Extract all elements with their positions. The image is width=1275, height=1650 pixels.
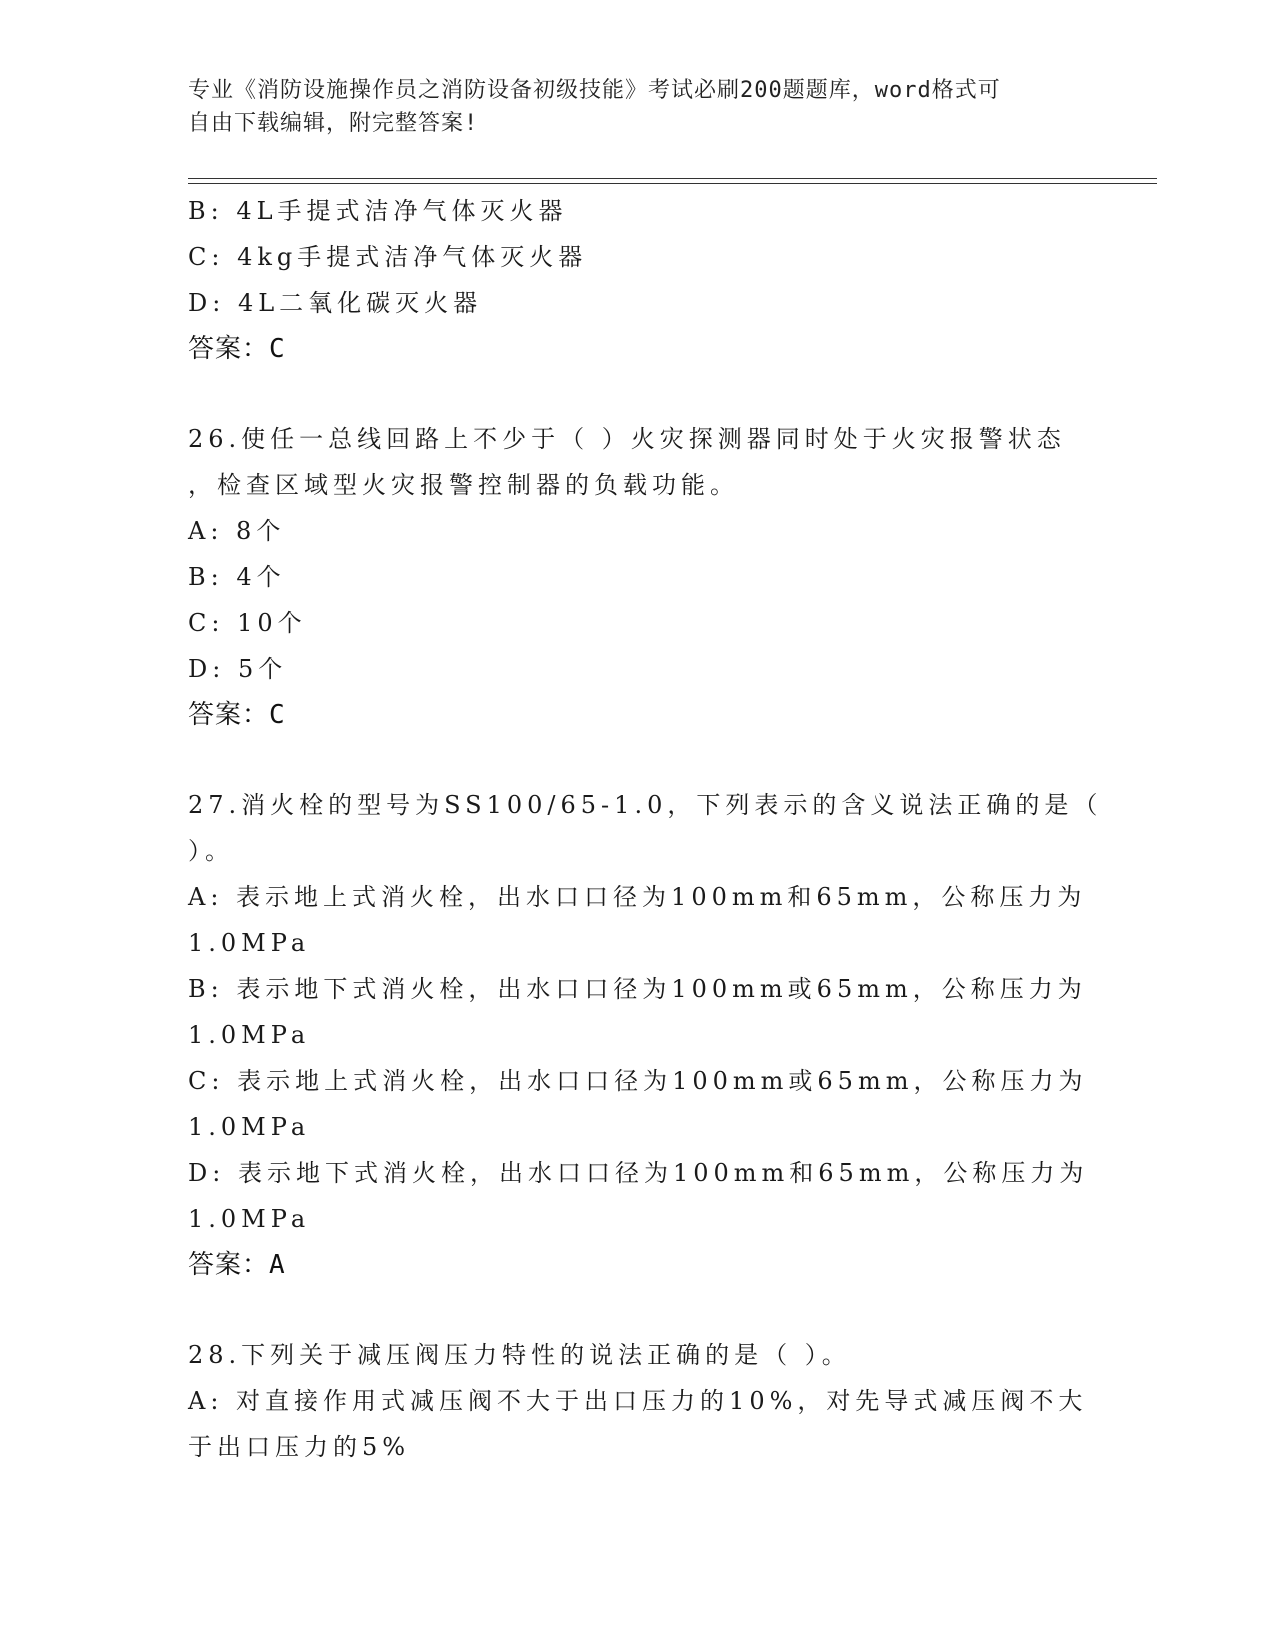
header-line-2: 自由下载编辑，附完整答案! xyxy=(188,111,479,136)
header-divider-bottom xyxy=(188,183,1157,184)
header-divider-top xyxy=(188,178,1157,179)
question-content xyxy=(188,188,1103,1470)
option-a: A: 对直接作用式减压阀不大于出口压力的10%，对先导式减压阀不大 xyxy=(188,1387,1088,1415)
option-d-continued: 1.0MPa xyxy=(188,1205,311,1233)
answer: 答案：C xyxy=(188,334,286,364)
option-a: A: 8个 xyxy=(188,517,286,545)
option-b-continued: 1.0MPa xyxy=(188,1021,311,1049)
question-28 xyxy=(188,1332,1088,1470)
question-27 xyxy=(188,782,1103,1288)
question-spacer xyxy=(188,1288,1088,1332)
question-25-tail xyxy=(188,188,1088,372)
option-c: C: 表示地上式消火栓，出水口口径为100mm或65mm，公称压力为 xyxy=(188,1067,1088,1095)
answer: 答案：C xyxy=(188,700,286,730)
option-c-continued: 1.0MPa xyxy=(188,1113,311,1141)
question-stem: 27.消火栓的型号为SS100/65-1.0，下列表示的含义说法正确的是（ xyxy=(188,791,1103,819)
option-b: B: 4L手提式洁净气体灭火器 xyxy=(188,197,568,225)
option-b: B: 4个 xyxy=(188,563,286,591)
question-stem: 28.下列关于减压阀压力特性的说法正确的是（ ）。 xyxy=(188,1341,851,1369)
option-c: C: 4kg手提式洁净气体灭火器 xyxy=(188,243,588,271)
question-26 xyxy=(188,416,1088,738)
question-stem-continued: ，检查区域型火灾报警控制器的负载功能。 xyxy=(188,471,739,499)
option-a-continued: 1.0MPa xyxy=(188,929,311,957)
header-line-1: 专业《消防设施操作员之消防设备初级技能》考试必刷200题题库，word格式可 xyxy=(188,78,1001,103)
question-spacer xyxy=(188,738,1088,782)
option-c: C: 10个 xyxy=(188,609,307,637)
option-d: D: 表示地下式消火栓，出水口口径为100mm和65mm，公称压力为 xyxy=(188,1159,1089,1187)
option-a: A: 表示地上式消火栓，出水口口径为100mm和65mm，公称压力为 xyxy=(188,883,1087,911)
option-a-continued: 于出口压力的5% xyxy=(188,1433,411,1461)
option-d: D: 5个 xyxy=(188,655,288,683)
question-spacer xyxy=(188,372,1088,416)
question-stem: 26.使任一总线回路上不少于（ ）火灾探测器同时处于火灾报警状态 xyxy=(188,425,1066,453)
option-d: D: 4L二氧化碳灭火器 xyxy=(188,289,483,317)
option-b: B: 表示地下式消火栓，出水口口径为100mm或65mm，公称压力为 xyxy=(188,975,1087,1003)
document-header xyxy=(188,74,1088,140)
question-stem-continued: ）。 xyxy=(188,837,234,865)
answer: 答案：A xyxy=(188,1250,286,1280)
